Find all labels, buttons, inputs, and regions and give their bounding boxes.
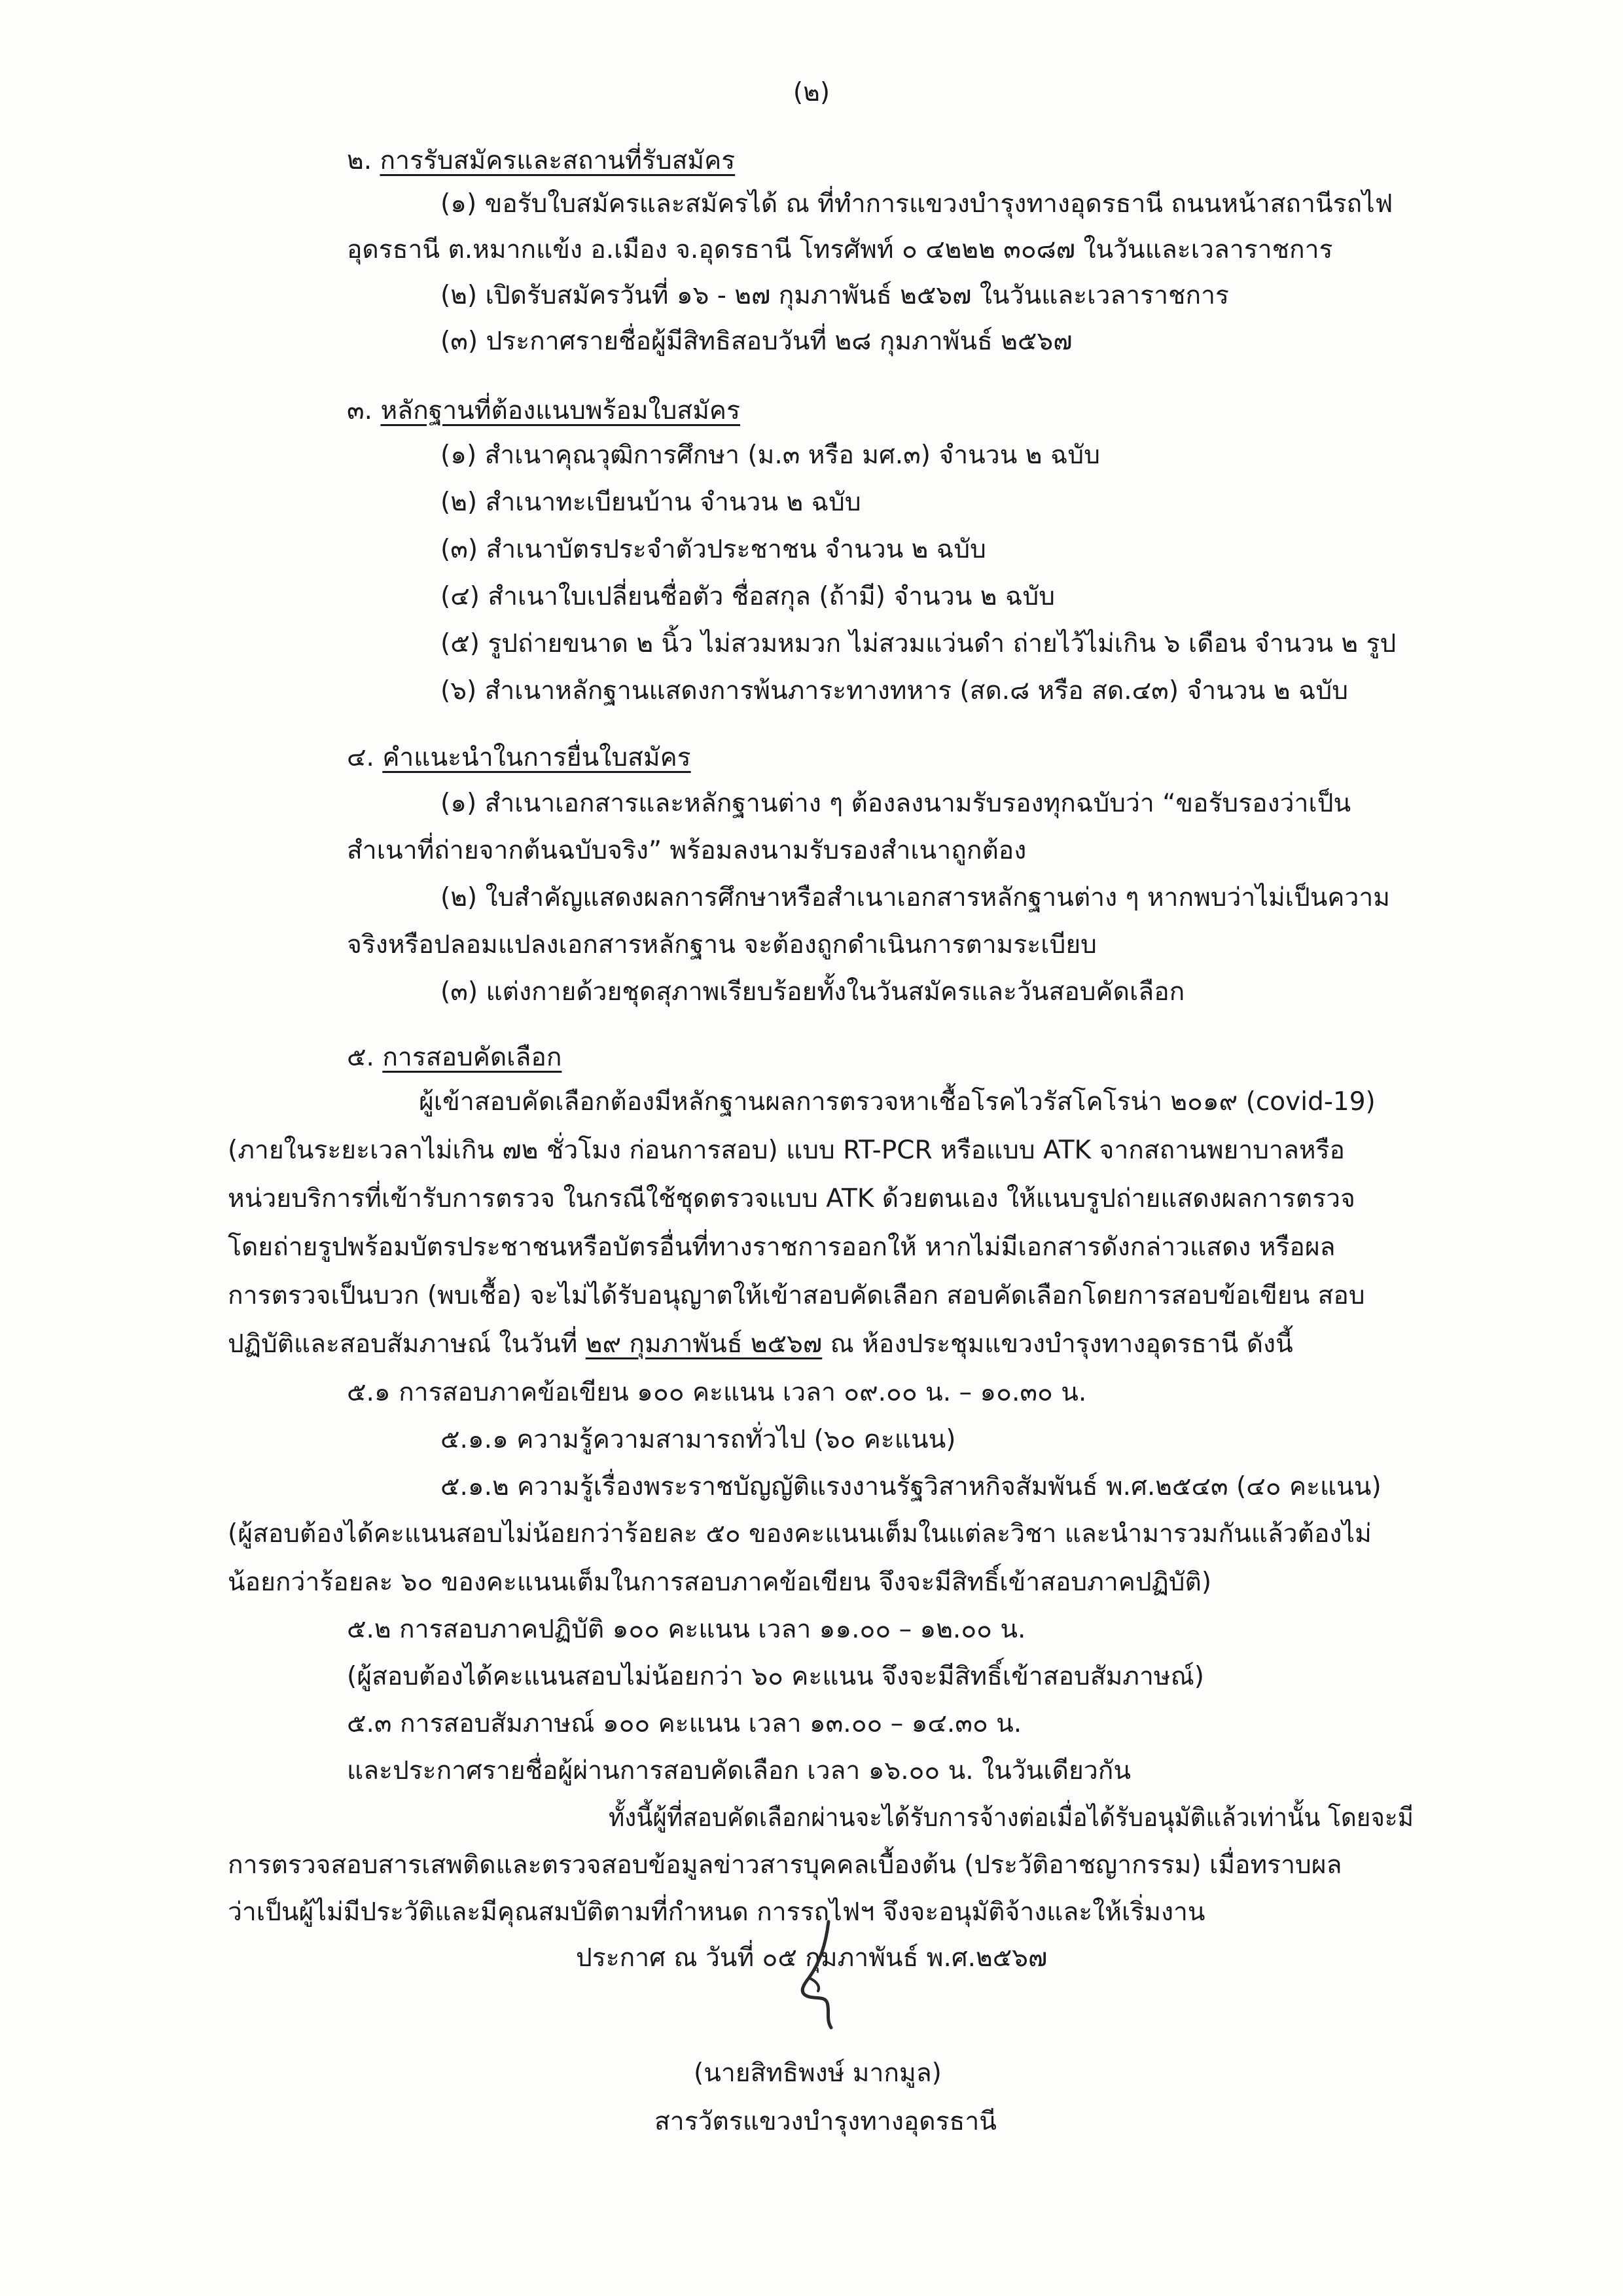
section-2-number: ๒. [347, 146, 380, 175]
interview-exam-line: ๕.๓ การสอบสัมภาษณ์ ๑๐๐ คะแนน เวลา ๑๓.๐๐ – ๑๔.๓๐ น. [347, 1709, 1022, 1738]
written-exam-sub-1: ๕.๑.๑ ความรู้ความสามารถทั่วไป (๖๐ คะแนน) [440, 1425, 956, 1454]
s2-line-4: (๓) ประกาศรายชื่อผู้มีสิทธิสอบวันที่ ๒๘ กุมภาพันธ์ ๒๕๖๗ [440, 327, 1073, 356]
final-para-line-3: ว่าเป็นผู้ไม่มีประวัติและมีคุณสมบัติตามที่กำหนด การรถไฟฯ จึงจะอนุมัติจ้างและให้เริ่มงาน [228, 1897, 1205, 1927]
section-3-heading [347, 398, 740, 423]
s3-line-2: (๒) สำเนาทะเบียนบ้าน จำนวน ๒ ฉบับ [440, 488, 861, 517]
s4-line-4: จริงหรือปลอมแปลงเอกสารหลักฐาน จะต้องถูกดำเนินการตามระเบียบ [347, 930, 1097, 960]
section-3-title: หลักฐานที่ต้องแนบพร้อมใบสมัคร [380, 396, 740, 425]
final-para-line-1: ทั้งนี้ผู้ที่สอบคัดเลือกผ่านจะได้รับการจ้างต่อเมื่อได้รับอนุมัติแล้วเท่านั้น โดยจะมี [609, 1803, 1414, 1833]
signer-title: สารวัตรแขวงบำรุงทางอุดรธานี [654, 2107, 997, 2136]
final-para-line-2: การตรวจสอบสารเสพติดและตรวจสอบข้อมูลข่าวสารบุคคลเบื้องต้น (ประวัติอาชญากรรม) เมื่อทราบผล [228, 1850, 1342, 1880]
s5-para-line-6 [228, 1331, 1293, 1357]
s4-line-5: (๓) แต่งกายด้วยชุดสุภาพเรียบร้อยทั้งในวันสมัครและวันสอบคัดเลือก [440, 977, 1185, 1007]
exam-date: ๒๙ กุมภาพันธ์ ๒๕๖๗ [585, 1329, 823, 1359]
s5-para-line-6-a: ปฏิบัติและสอบสัมภาษณ์ ในวันที่ [228, 1329, 586, 1359]
s5-para-line-4: โดยถ่ายรูปพร้อมบัตรประชาชนหรือบัตรอื่นที่ทางราชการออกให้ หากไม่มีเอกสารดังกล่าวแสดง หรือผล [228, 1232, 1336, 1262]
results-announcement-line: และประกาศรายชื่อผู้ผ่านการสอบคัดเลือก เวลา ๑๖.๐๐ น. ในวันเดียวกัน [347, 1756, 1132, 1785]
section-4-number: ๔. [347, 743, 383, 772]
section-2-title: การรับสมัครและสถานที่รับสมัคร [380, 146, 736, 175]
s3-line-3: (๓) สำเนาบัตรประจำตัวประชาชน จำนวน ๒ ฉบับ [440, 535, 986, 564]
practical-exam-note: (ผู้สอบต้องได้คะแนนสอบไม่น้อยกว่า ๖๐ คะแนน จึงจะมีสิทธิ์เข้าสอบสัมภาษณ์) [347, 1662, 1204, 1691]
page-number: (๒) [793, 78, 830, 107]
s3-line-5: (๕) รูปถ่ายขนาด ๒ นิ้ว ไม่สวมหมวก ไม่สวมแว่นดำ ถ่ายไว้ไม่เกิน ๖ เดือน จำนวน ๒ รูป [440, 629, 1397, 658]
section-5-number: ๕. [347, 1043, 383, 1072]
s2-line-3: (๒) เปิดรับสมัครวันที่ ๑๖ - ๒๗ กุมภาพันธ์ ๒๕๖๗ ในวันและเวลาราชการ [440, 281, 1229, 310]
s4-line-3: (๒) ใบสำคัญแสดงผลการศึกษาหรือสำเนาเอกสารหลักฐานต่าง ๆ หากพบว่าไม่เป็นความ [440, 883, 1390, 912]
signature-mark [780, 1918, 852, 2042]
s5-para-line-1: ผู้เข้าสอบคัดเลือกต้องมีหลักฐานผลการตรวจหาเชื้อโรคไวรัสโคโรน่า ๒๐๑๙ (covid-19) [419, 1087, 1376, 1117]
section-4-heading [347, 745, 691, 770]
signer-name: (นายสิทธิพงษ์ มากมูล) [694, 2058, 942, 2088]
practical-exam-line: ๕.๒ การสอบภาคปฏิบัติ ๑๐๐ คะแนน เวลา ๑๑.๐๐ – ๑๒.๐๐ น. [347, 1615, 1026, 1644]
s4-line-1: (๑) สำเนาเอกสารและหลักฐานต่าง ๆ ต้องลงนามรับรองทุกฉบับว่า “ขอรับรองว่าเป็น [440, 789, 1351, 818]
s2-line-2: อุดรธานี ต.หมากแข้ง อ.เมือง จ.อุดรธานี โทรศัพท์ ๐ ๔๒๒๒ ๓๐๘๗ ในวันและเวลาราชการ [347, 235, 1333, 264]
s4-line-2: สำเนาที่ถ่ายจากต้นฉบับจริง” พร้อมลงนามรับรองสำเนาถูกต้อง [347, 836, 1027, 865]
section-4-title: คำแนะนำในการยื่นใบสมัคร [382, 743, 691, 772]
section-2-heading [347, 148, 735, 173]
s5-para-line-5: การตรวจเป็นบวก (พบเชื้อ) จะไม่ได้รับอนุญาตให้เข้าสอบคัดเลือก สอบคัดเลือกโดยการสอบข้อเขียน สอบ [228, 1281, 1365, 1310]
s5-para-line-6-c: ณ ห้องประชุมแขวงบำรุงทางอุดรธานี ดังนี้ [822, 1329, 1293, 1359]
s3-line-6: (๖) สำเนาหลักฐานแสดงการพ้นภาระทางทหาร (สด.๘ หรือ สด.๔๓) จำนวน ๒ ฉบับ [440, 676, 1348, 706]
s5-para-line-3: หน่วยบริการที่เข้ารับการตรวจ ในกรณีใช้ชุดตรวจแบบ ATK ด้วยตนเอง ให้แนบรูปถ่ายแสดงผลการตรวจ [228, 1184, 1355, 1213]
s3-line-4: (๔) สำเนาใบเปลี่ยนชื่อตัว ชื่อสกุล (ถ้ามี) จำนวน ๒ ฉบับ [440, 582, 1055, 611]
written-exam-sub-2: ๕.๑.๒ ความรู้เรื่องพระราชบัญญัติแรงงานรัฐวิสาหกิจสัมพันธ์ พ.ศ.๒๕๔๓ (๔๐ คะแนน) [440, 1472, 1382, 1501]
announce-date: ประกาศ ณ วันที่ ๐๕ กุมภาพันธ์ พ.ศ.๒๕๖๗ [576, 1943, 1048, 1973]
written-exam-note-1: (ผู้สอบต้องได้คะแนนสอบไม่น้อยกว่าร้อยละ ๕๐ ของคะแนนเต็มในแต่ละวิชา และนำมารวมกันแล้วต้องไม่ [228, 1519, 1372, 1549]
section-3-number: ๓. [347, 396, 381, 425]
written-exam-line: ๕.๑ การสอบภาคข้อเขียน ๑๐๐ คะแนน เวลา ๐๙.๐๐ น. – ๑๐.๓๐ น. [347, 1378, 1087, 1407]
s3-line-1: (๑) สำเนาคุณวุฒิการศึกษา (ม.๓ หรือ มศ.๓) จำนวน ๒ ฉบับ [440, 440, 1100, 470]
section-5-heading [347, 1045, 562, 1070]
written-exam-note-2: น้อยกว่าร้อยละ ๖๐ ของคะแนนเต็มในการสอบภาคข้อเขียน จึงจะมีสิทธิ์เข้าสอบภาคปฏิบัติ) [228, 1568, 1212, 1597]
section-5-title: การสอบคัดเลือก [382, 1043, 562, 1072]
s2-line-1: (๑) ขอรับใบสมัครและสมัครได้ ณ ที่ทำการแขวงบำรุงทางอุดรธานี ถนนหน้าสถานีรถไฟ [440, 189, 1393, 219]
s5-para-line-2: (ภายในระยะเวลาไม่เกิน ๗๒ ชั่วโมง ก่อนการสอบ) แบบ RT-PCR หรือแบบ ATK จากสถานพยาบาลหรือ [228, 1136, 1345, 1165]
